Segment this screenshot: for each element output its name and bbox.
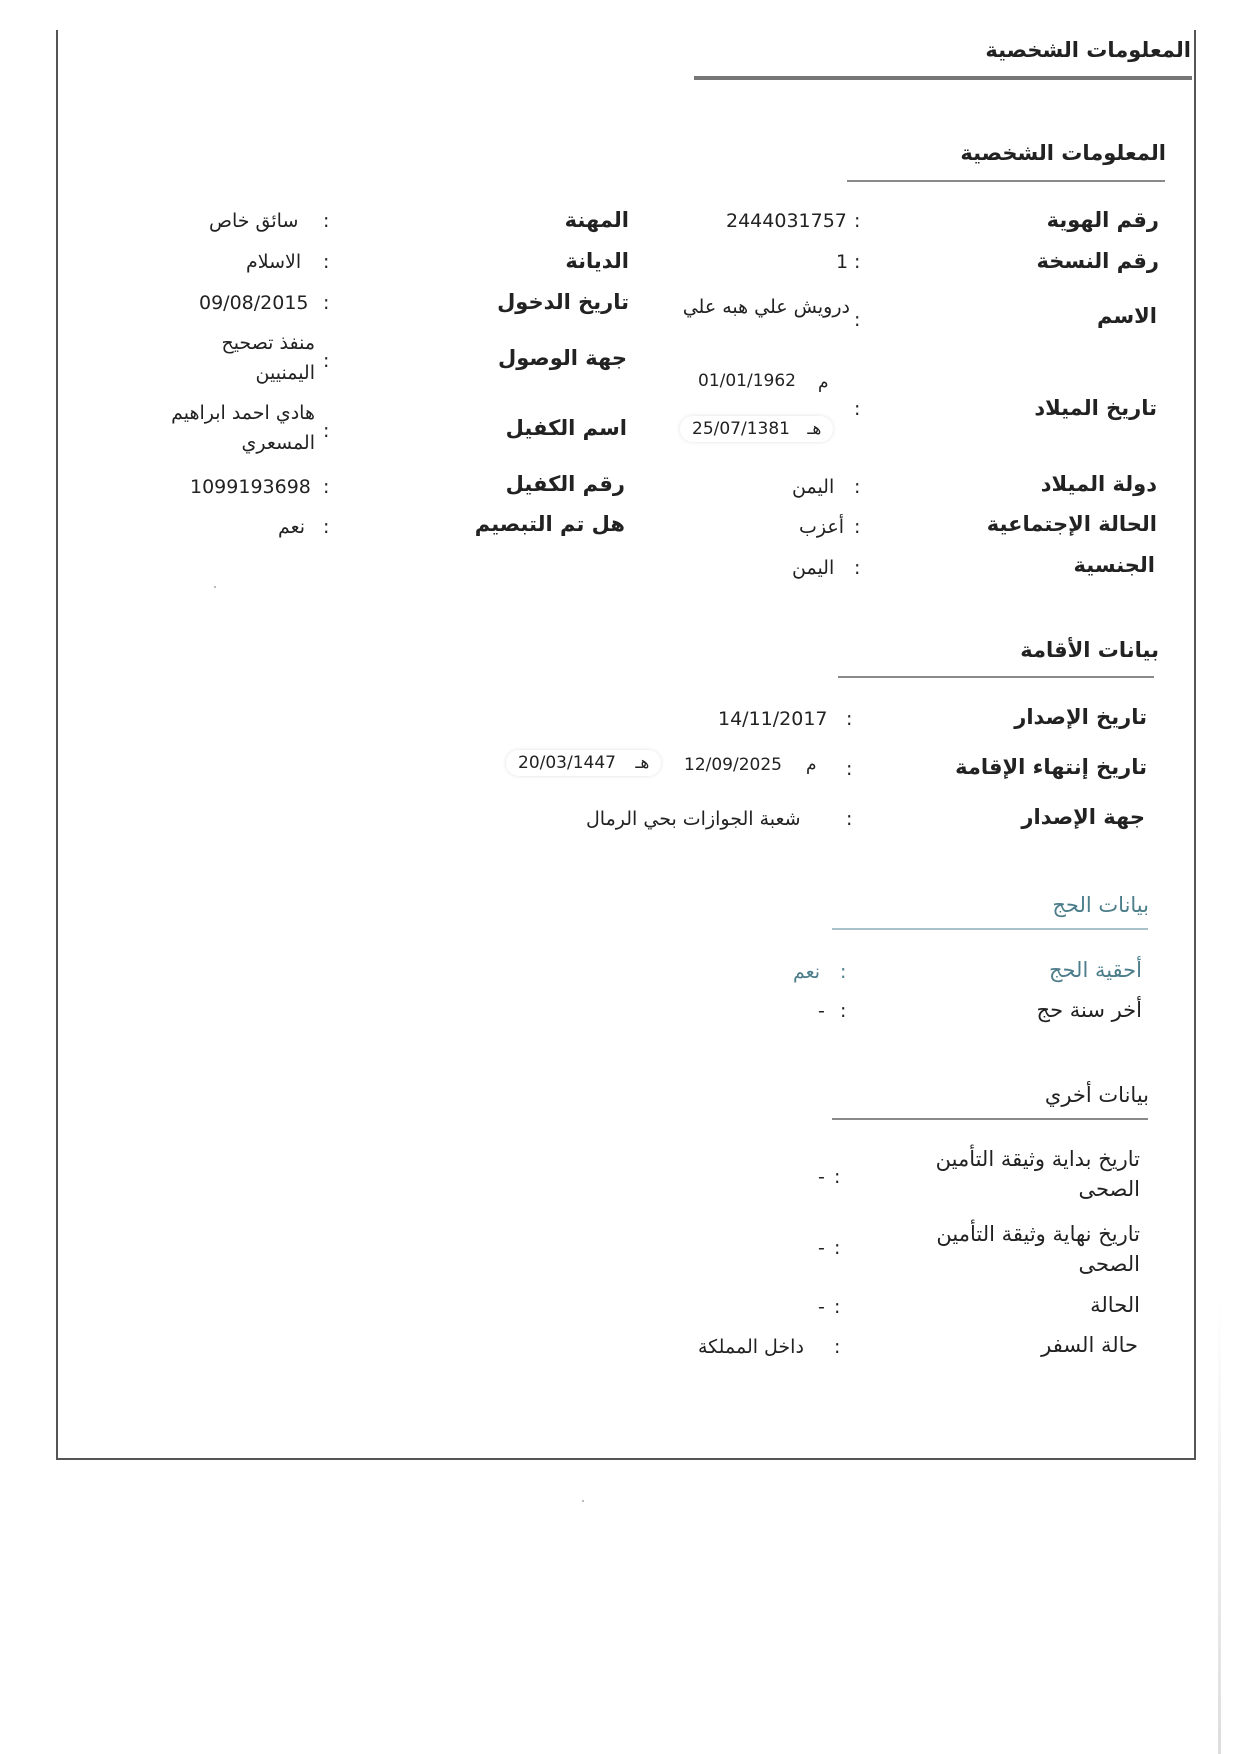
birth-date-hijri-pill bbox=[680, 416, 833, 442]
id-number-value: 2444031757 bbox=[726, 210, 847, 232]
status-value: - bbox=[818, 1296, 825, 1318]
issuing-authority-value: شعبة الجوازات بحي الرمال bbox=[586, 808, 801, 830]
header-rule bbox=[694, 76, 1192, 80]
colon: : bbox=[854, 309, 861, 331]
colon: : bbox=[854, 251, 861, 273]
expiry-date-gregorian: 12/09/2025 bbox=[684, 755, 782, 775]
gregorian-suffix: م bbox=[806, 755, 817, 775]
insurance-end-value: - bbox=[818, 1237, 825, 1259]
colon: : bbox=[834, 1336, 841, 1358]
travel-status-label: حالة السفر bbox=[1041, 1333, 1138, 1357]
section-title-hajj: بيانات الحج bbox=[1052, 893, 1149, 917]
religion-label: الديانة bbox=[565, 249, 629, 273]
sponsor-name-value: هادي احمد ابراهيم المسعري bbox=[171, 402, 315, 454]
name-value: درويش علي هبه علي bbox=[682, 296, 850, 318]
fingerprint-value: نعم bbox=[278, 516, 306, 538]
insurance-end-label: تاريخ نهاية وثيقة التأمين الصحى bbox=[936, 1222, 1140, 1276]
nationality-value: اليمن bbox=[792, 557, 835, 579]
section-rule-personal bbox=[847, 180, 1165, 182]
last-hajj-year-value: - bbox=[818, 1000, 825, 1022]
copy-number-label: رقم النسخة bbox=[1036, 249, 1159, 273]
colon: : bbox=[323, 350, 330, 372]
expiry-date-label: تاريخ إنتهاء الإقامة bbox=[955, 755, 1147, 779]
colon: : bbox=[846, 808, 853, 830]
hijri-suffix: هـ bbox=[635, 753, 650, 773]
issue-date-label: تاريخ الإصدار bbox=[1014, 705, 1147, 729]
page-title: المعلومات الشخصية bbox=[985, 38, 1191, 62]
entry-date-label: تاريخ الدخول bbox=[497, 290, 629, 314]
section-title-other: بيانات أخري bbox=[1044, 1083, 1149, 1107]
copy-number-value: 1 bbox=[836, 251, 849, 273]
scan-edge-shadow bbox=[1218, 1300, 1221, 1754]
hajj-eligibility-value: نعم bbox=[793, 961, 821, 983]
colon: : bbox=[323, 251, 330, 273]
sponsor-number-value: 1099193698 bbox=[190, 476, 311, 498]
profession-value: سائق خاص bbox=[209, 210, 299, 232]
colon: : bbox=[854, 398, 861, 420]
birth-date-hijri: 25/07/1381 bbox=[692, 419, 790, 439]
section-rule-hajj bbox=[832, 928, 1148, 930]
arrival-point-value: منفذ تصحيح اليمنيين bbox=[221, 332, 315, 384]
birth-country-label: دولة الميلاد bbox=[1040, 472, 1157, 496]
sponsor-name-label: اسم الكفيل bbox=[505, 416, 627, 440]
colon: : bbox=[854, 516, 861, 538]
fingerprint-label: هل تم التبصيم bbox=[474, 512, 625, 536]
section-rule-residence bbox=[838, 676, 1154, 678]
colon: : bbox=[834, 1166, 841, 1188]
colon: : bbox=[854, 557, 861, 579]
birth-date-gregorian: 01/01/1962 bbox=[698, 371, 796, 391]
id-number-label: رقم الهوية bbox=[1046, 208, 1159, 232]
section-rule-other bbox=[832, 1118, 1148, 1120]
nationality-label: الجنسية bbox=[1073, 553, 1155, 577]
colon: : bbox=[323, 292, 330, 314]
travel-status-value: داخل المملكة bbox=[698, 1336, 804, 1358]
section-title-personal: المعلومات الشخصية bbox=[960, 141, 1166, 165]
religion-value: الاسلام bbox=[246, 251, 302, 273]
issue-date-value: 14/11/2017 bbox=[718, 708, 828, 730]
colon: : bbox=[840, 1000, 847, 1022]
status-label: الحالة bbox=[1090, 1293, 1140, 1317]
marital-status-value: أعزب bbox=[799, 516, 844, 538]
colon: : bbox=[323, 516, 330, 538]
hajj-eligibility-label: أحقية الحج bbox=[1048, 958, 1142, 982]
expiry-date-hijri: 20/03/1447 bbox=[518, 753, 616, 773]
scan-speck bbox=[582, 1500, 584, 1502]
last-hajj-year-label: أخر سنة حج bbox=[1036, 998, 1142, 1022]
name-label: الاسم bbox=[1097, 304, 1157, 328]
colon: : bbox=[846, 708, 853, 730]
marital-status-label: الحالة الإجتماعية bbox=[986, 512, 1157, 536]
colon: : bbox=[323, 420, 330, 442]
issuing-authority-label: جهة الإصدار bbox=[1021, 805, 1145, 829]
profession-label: المهنة bbox=[564, 208, 629, 232]
gregorian-suffix: م bbox=[818, 373, 829, 393]
colon: : bbox=[846, 758, 853, 780]
entry-date-value: 09/08/2015 bbox=[199, 292, 309, 314]
birth-country-value: اليمن bbox=[792, 476, 835, 498]
colon: : bbox=[854, 210, 861, 232]
colon: : bbox=[834, 1237, 841, 1259]
arrival-point-label: جهة الوصول bbox=[498, 346, 627, 370]
colon: : bbox=[323, 476, 330, 498]
insurance-start-value: - bbox=[818, 1166, 825, 1188]
colon: : bbox=[840, 961, 847, 983]
colon: : bbox=[834, 1296, 841, 1318]
colon: : bbox=[323, 210, 330, 232]
section-title-residence: بيانات الأقامة bbox=[1020, 638, 1159, 662]
insurance-start-label: تاريخ بداية وثيقة التأمين الصحى bbox=[935, 1147, 1140, 1201]
colon: : bbox=[854, 476, 861, 498]
sponsor-number-label: رقم الكفيل bbox=[505, 472, 625, 496]
birth-date-label: تاريخ الميلاد bbox=[1034, 396, 1157, 420]
scan-speck bbox=[214, 586, 216, 588]
hijri-suffix: هـ bbox=[807, 419, 822, 439]
expiry-date-hijri-pill bbox=[506, 750, 661, 776]
